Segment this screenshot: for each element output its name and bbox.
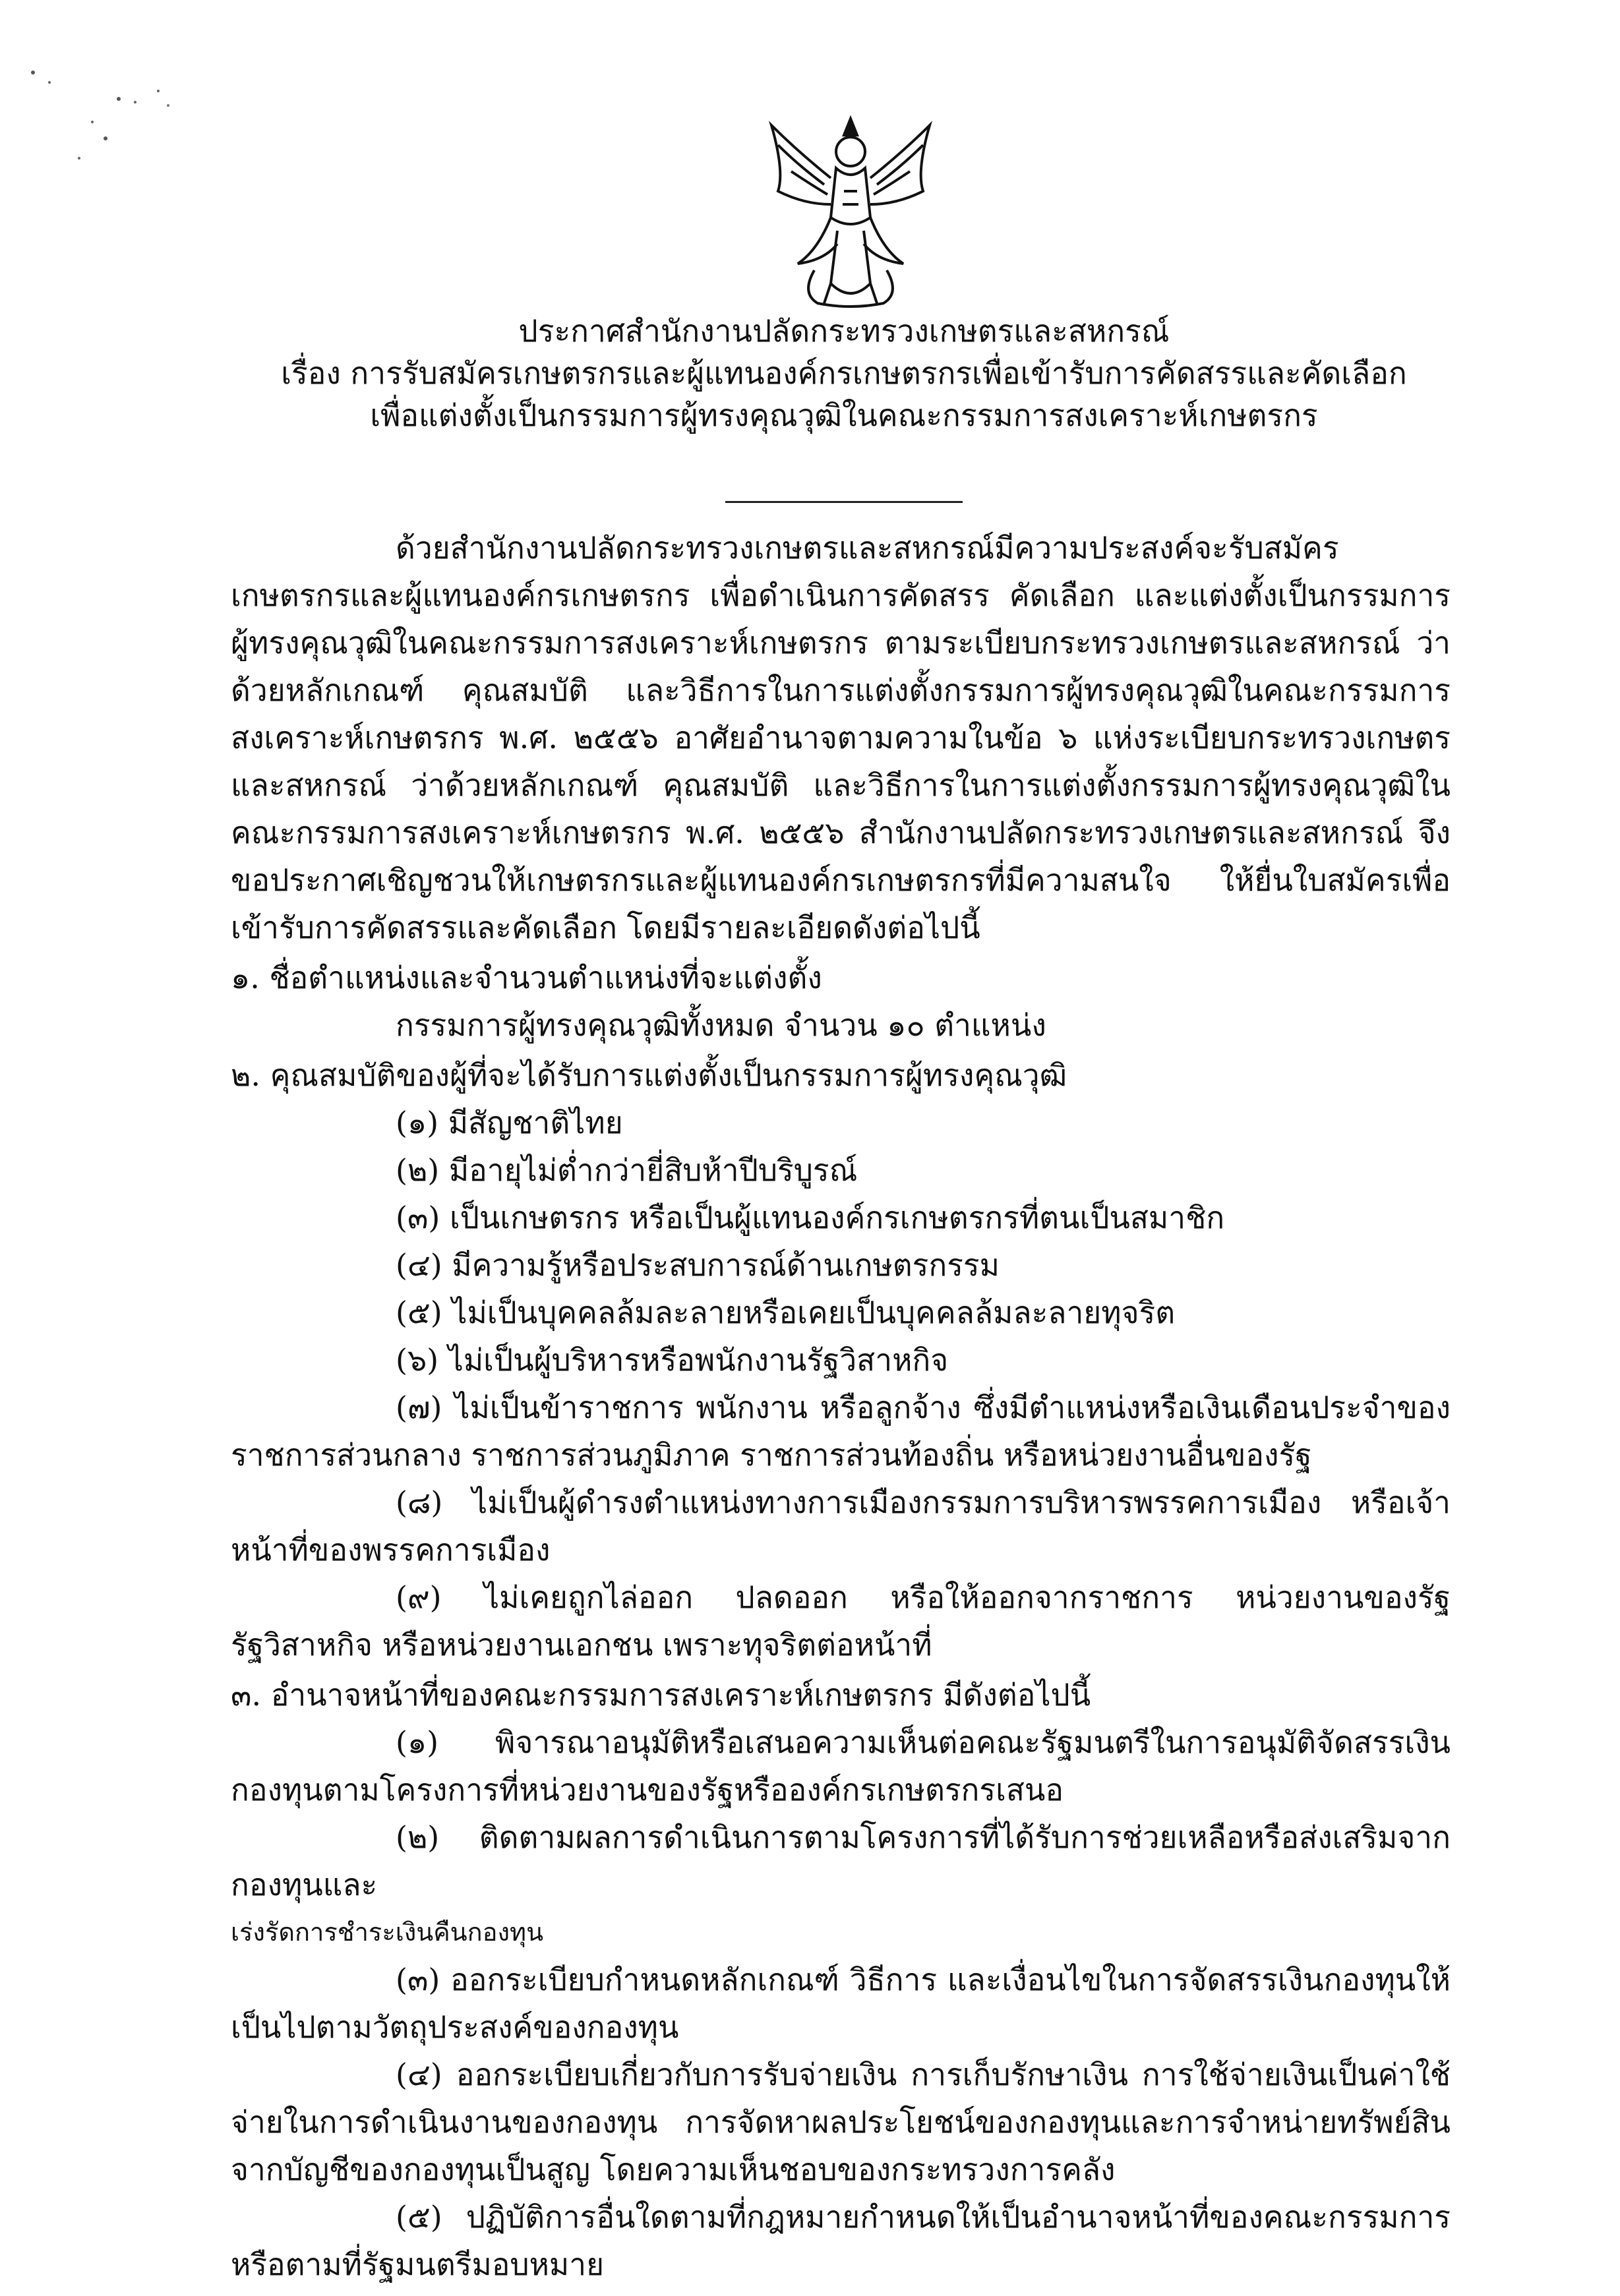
title-line-2: เรื่อง การรับสมัครเกษตรกรและผู้แทนองค์กรเกษตรกรเพื่อเข้ารับการคัดสรรและคัดเลือก: [281, 355, 1407, 391]
scan-specks: [20, 59, 191, 165]
qualification-item: (๗) ไม่เป็นข้าราชการ พนักงาน หรือลูกจ้าง ซึ่งมีตำแหน่งหรือเงินเดือนประจำของราชการส่วนกลาง ราชการส่วนภูมิภาค ราชการส่วนท้องถิ่น หรือหน่วยงานอื่นของรัฐ: [231, 1390, 1451, 1473]
section-1-heading: ๑. ชื่อตำแหน่งและจำนวนตำแหน่งที่จะแต่งตั้ง: [231, 960, 822, 995]
qualification-item: (๘) ไม่เป็นผู้ดำรงตำแหน่งทางการเมืองกรรมการบริหารพรรคการเมือง หรือเจ้าหน้าที่ของพรรคการเมือง: [231, 1485, 1451, 1568]
qualification-item: (๑) มีสัญชาติไทย: [396, 1105, 623, 1140]
section-3-heading: ๓. อำนาจหน้าที่ของคณะกรรมการสงเคราะห์เกษตรกร มีดังต่อไปนี้: [231, 1677, 1091, 1713]
section-2-heading: ๒. คุณสมบัติของผู้ที่จะได้รับการแต่งตั้งเป็นกรรมการผู้ทรงคุณวุฒิ: [231, 1057, 1067, 1093]
garuda-emblem-icon: [752, 105, 949, 316]
section-1-text: กรรมการผู้ทรงคุณวุฒิทั้งหมด จำนวน ๑๐ ตำแหน่ง: [396, 1007, 1046, 1043]
title-divider: [725, 501, 963, 503]
qualification-item: (๓) เป็นเกษตรกร หรือเป็นผู้แทนองค์กรเกษตรกรที่ตนเป็นสมาชิก: [396, 1200, 1225, 1235]
intro-paragraph: ด้วยสำนักงานปลัดกระทรวงเกษตรและสหกรณ์มีความประสงค์จะรับสมัครเกษตรกรและผู้แทนองค์กรเกษตรกร เพื่อดำเนินการคัดสรร คัดเลือก และแต่งตั้งเป็นกรรมการผู้ทรงคุณวุฒิในคณะกรรมการสงเคราะห์เกษตรกร ตามระเบียบกระทรวงเกษตรและสหกรณ์ ว่าด้วยหลักเกณฑ์ คุณสมบัติ และวิธีการในการแต่งตั้งกรรมการผู้ทรงคุณวุฒิในคณะกรรมการสงเคราะห์เกษตรกร พ.ศ. ๒๕๕๖ อาศัยอำนาจตามความในข้อ ๖ แห่งระเบียบกระทรวงเกษตรและสหกรณ์ ว่าด้วยหลักเกณฑ์ คุณสมบัติ และวิธีการในการแต่งตั้งกรรมการผู้ทรงคุณวุฒิในคณะกรรมการสงเคราะห์เกษตรกร พ.ศ. ๒๕๕๖ สำนักงานปลัดกระทรวงเกษตรและสหกรณ์ จึงขอประกาศเชิญชวนให้เกษตรกรและผู้แทนองค์กรเกษตรกรที่มีความสนใจ ให้ยื่นใบสมัครเพื่อเข้ารับการคัดสรรและคัดเลือก โดยมีรายละเอียดดังต่อไปนี้: [231, 530, 1451, 945]
duty-item: (๓) ออกระเบียบกำหนดหลักเกณฑ์ วิธีการ และเงื่อนไขในการจัดสรรเงินกองทุนให้เป็นไปตามวัตถุประสงค์ของกองทุน: [231, 1962, 1451, 2045]
duty-item-continuation: เร่งรัดการชำระเงินคืนกองทุน: [231, 1918, 544, 1947]
title-line-1: ประกาศสำนักงานปลัดกระทรวงเกษตรและสหกรณ์: [518, 313, 1170, 349]
qualification-item: (๔) มีความรู้หรือประสบการณ์ด้านเกษตรกรรม: [396, 1247, 1000, 1283]
announcement-body: [231, 524, 1451, 2288]
qualification-item: (๖) ไม่เป็นผู้บริหารหรือพนักงานรัฐวิสาหกิจ: [396, 1342, 949, 1378]
duty-item: (๔) ออกระเบียบเกี่ยวกับการรับจ่ายเงิน การเก็บรักษาเงิน การใช้จ่ายเงินเป็นค่าใช้จ่ายในการดำเนินงานของกองทุน การจัดหาผลประโยชน์ของกองทุนและการจำหน่ายทรัพย์สินจากบัญชีของกองทุนเป็นสูญ โดยความเห็นชอบของกระทรวงการคลัง: [231, 2057, 1451, 2187]
qualification-item: (๙) ไม่เคยถูกไล่ออก ปลดออก หรือให้ออกจากราชการ หน่วยงานของรัฐ รัฐวิสาหกิจ หรือหน่วยงานเอกชน เพราะทุจริตต่อหน้าที่: [231, 1579, 1451, 1663]
title-line-3: เพื่อแต่งตั้งเป็นกรรมการผู้ทรงคุณวุฒิในคณะกรรมการสงเคราะห์เกษตรกร: [370, 397, 1318, 433]
qualification-item: (๒) มีอายุไม่ต่ำกว่ายี่สิบห้าปีบริบูรณ์: [396, 1152, 858, 1188]
duty-item: (๕) ปฏิบัติการอื่นใดตามที่กฎหมายกำหนดให้เป็นอำนาจหน้าที่ของคณะกรรมการ หรือตามที่รัฐมนตรีมอบหมาย: [231, 2199, 1451, 2282]
duty-item: (๒) ติดตามผลการดำเนินการตามโครงการที่ได้รับการช่วยเหลือหรือส่งเสริมจากกองทุนและ: [231, 1819, 1451, 1902]
duty-item: (๑) พิจารณาอนุมัติหรือเสนอความเห็นต่อคณะรัฐมนตรีในการอนุมัติจัดสรรเงินกองทุนตามโครงการที่หน่วยงานของรัฐหรือองค์กรเกษตรกรเสนอ: [231, 1724, 1451, 1808]
announcement-title: [198, 310, 1490, 436]
qualification-item: (๕) ไม่เป็นบุคคลล้มละลายหรือเคยเป็นบุคคลล้มละลายทุจริต: [396, 1295, 1176, 1330]
